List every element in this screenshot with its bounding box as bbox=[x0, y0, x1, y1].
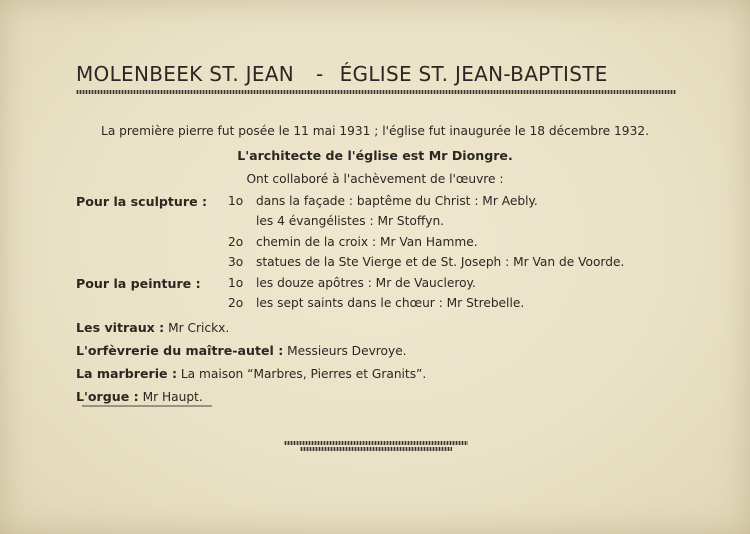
footer-dotted-rule bbox=[284, 441, 468, 445]
vitraux-label: Les vitraux : bbox=[76, 320, 165, 335]
item-text: statues de la Ste Vierge et de St. Joseph : Mr Van de Voorde. bbox=[256, 255, 625, 269]
marbrerie-label: La marbrerie : bbox=[76, 366, 177, 381]
orfevrerie-line bbox=[76, 343, 407, 358]
painting-label: Pour la peinture : bbox=[76, 276, 201, 291]
sculpture-item bbox=[228, 214, 444, 228]
item-text: les douze apôtres : Mr de Vaucleroy. bbox=[256, 276, 476, 290]
item-number: 1o bbox=[228, 276, 244, 290]
orgue-line bbox=[76, 389, 203, 404]
item-number: 1o bbox=[228, 194, 244, 208]
sculpture-item bbox=[228, 194, 538, 208]
architect-text: L'architecte de l'église est Mr Diongre. bbox=[237, 148, 513, 163]
sculpture-item bbox=[228, 255, 624, 269]
sculpture-label: Pour la sculpture : bbox=[76, 194, 208, 209]
pencil-underline bbox=[82, 405, 212, 407]
page-title bbox=[76, 62, 676, 86]
title-dotted-rule bbox=[76, 90, 676, 94]
footer-dotted-rule bbox=[300, 447, 452, 451]
item-text: dans la façade : baptême du Christ : Mr Aebly. bbox=[256, 194, 538, 208]
painting-item bbox=[228, 276, 476, 290]
item-text: les 4 évangélistes : Mr Stoffyn. bbox=[256, 214, 445, 228]
vitraux-text: Mr Crickx. bbox=[168, 321, 230, 335]
orfevrerie-text: Messieurs Devroye. bbox=[287, 344, 407, 358]
orfevrerie-label: L'orfèvrerie du maître-autel : bbox=[76, 343, 284, 358]
painting-item bbox=[228, 296, 524, 310]
title-church: ÉGLISE ST. JEAN-BAPTISTE bbox=[339, 62, 608, 86]
title-separator: - bbox=[316, 62, 324, 86]
orgue-text: Mr Haupt. bbox=[142, 390, 203, 404]
marbrerie-text: La maison “Marbres, Pierres et Granits”. bbox=[180, 367, 427, 381]
item-text: chemin de la croix : Mr Van Hamme. bbox=[256, 235, 478, 249]
item-number: 2o bbox=[228, 296, 244, 310]
vitraux-line bbox=[76, 320, 229, 335]
collaborators-intro: Ont collaboré à l'achèvement de l'œuvre : bbox=[246, 172, 504, 186]
item-number: 2o bbox=[228, 235, 244, 249]
orgue-label: L'orgue : bbox=[76, 389, 139, 404]
item-number: 3o bbox=[228, 255, 244, 269]
title-place: MOLENBEEK ST. JEAN bbox=[76, 62, 295, 86]
marbrerie-line bbox=[76, 366, 426, 381]
sculpture-item bbox=[228, 235, 478, 249]
intro-text: La première pierre fut posée le 11 mai 1931 ; l'église fut inaugurée le 18 décembre 1932. bbox=[101, 124, 649, 138]
item-text: les sept saints dans le chœur : Mr Strebelle. bbox=[256, 296, 525, 310]
